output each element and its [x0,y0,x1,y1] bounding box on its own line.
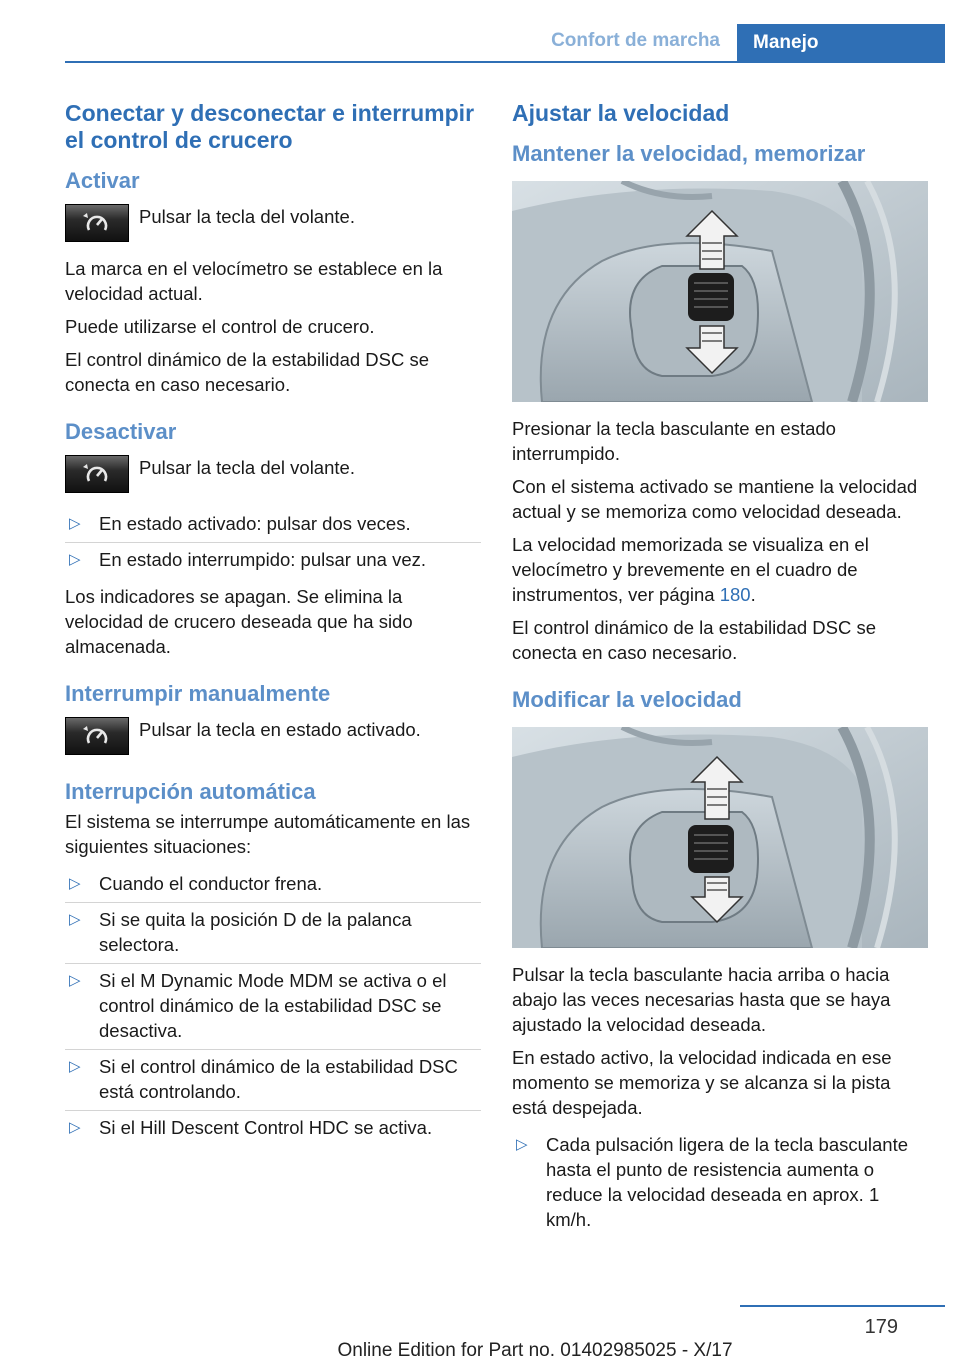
paragraph [512,532,928,607]
cruise-control-key-icon [65,455,129,493]
list-item [65,867,481,903]
key-text-desactivar: Pulsar la tecla del volante. [139,457,355,478]
section-tab[interactable]: Confort de marcha [551,30,720,51]
section-title-conectar: Conectar y desconectar e interrumpir el control de crucero [65,100,475,153]
page-link[interactable]: 180 [719,584,751,605]
edition-footer: Online Edition for Part no. 01402985025 - X/17 [337,1340,733,1361]
list-item [65,1111,481,1146]
list-item-text: Si se quita la posición D de la palanca selectora. [99,909,412,955]
triangle-right-icon: ▷ [69,1119,81,1136]
key-text-activar: Pulsar la tecla del volante. [139,206,355,227]
triangle-right-icon: ▷ [516,1136,528,1153]
paragraph: Pulsar la tecla basculante hacia arriba o hacia abajo las veces necesarias hasta que se haya ajustado la velocidad deseada. [512,964,891,1035]
page-header [0,24,960,62]
key-row-manual [65,717,481,755]
heading-interrumpir-manual: Interrumpir manualmente [65,681,331,706]
list-item-text: Cada pulsación ligera de la tecla basculante hasta el punto de resistencia aumenta o reduce la velocidad deseada en aprox. 1 km/h. [546,1134,909,1230]
cruise-control-key-icon [65,717,129,755]
key-text-manual: Pulsar la tecla en estado activado. [139,719,421,740]
list-item [65,1050,481,1111]
triangle-right-icon: ▷ [69,972,81,989]
steering-wheel-rocker-illustration [512,727,928,948]
page-number: 179 [864,1316,898,1338]
paragraph: Los indicadores se apagan. Se elimina la velocidad de crucero deseada que ha sido almacenada. [65,586,413,657]
list-item-text: Cuando el conductor frena. [99,873,323,894]
paragraph: El sistema se interrumpe automáticamente en las siguientes situaciones: [65,811,471,857]
header-rule [65,61,945,63]
text: La velocidad memorizada se visualiza en el velocímetro y brevemente en el cuadro de instrumentos, ver página [512,534,869,605]
triangle-right-icon: ▷ [69,515,81,532]
heading-modificar: Modificar la velocidad [512,687,742,712]
heading-interrupcion-automatica: Interrupción automática [65,779,316,804]
bullet-list-automatica [65,867,481,1146]
heading-mantener: Mantener la velocidad, memorizar [512,141,866,166]
text: . [750,584,756,605]
chapter-tab[interactable] [737,24,945,61]
list-item-text: Si el M Dynamic Mode MDM se activa o el control dinámico de la estabilidad DSC se desactiva. [99,970,447,1041]
paragraph: La marca en el velocímetro se establece en la velocidad actual. [65,258,443,304]
paragraph: Con el sistema activado se mantiene la velocidad actual y se memoriza como velocidad deseada. [512,476,918,522]
bullet-list-modificar [512,1128,928,1238]
triangle-right-icon: ▷ [69,551,81,568]
section-title-ajustar: Ajustar la velocidad [512,100,730,126]
key-row-activar [65,204,481,242]
footer-rule [740,1305,945,1307]
key-row-desactivar [65,455,481,493]
chapter-tab-label: Manejo [753,31,819,53]
list-item [65,543,481,578]
list-item-text: En estado activado: pulsar dos veces. [99,513,411,534]
list-item [65,903,481,964]
steering-wheel-rocker-illustration [512,181,928,402]
bullet-list-desactivar [65,507,481,578]
triangle-right-icon: ▷ [69,1058,81,1075]
heading-activar: Activar [65,168,140,193]
list-item-text: Si el control dinámico de la estabilidad DSC está controlando. [99,1056,458,1102]
cruise-control-key-icon [65,204,129,242]
triangle-right-icon: ▷ [69,875,81,892]
triangle-right-icon: ▷ [69,911,81,928]
paragraph: Presionar la tecla basculante en estado interrumpido. [512,418,836,464]
list-item-text: Si el Hill Descent Control HDC se activa. [99,1117,433,1138]
paragraph: En estado activo, la velocidad indicada en ese momento se memoriza y se alcanza si la pista está despejada. [512,1047,892,1118]
right-column [512,100,928,1244]
list-item [65,507,481,543]
left-column [65,100,481,1152]
list-item [512,1128,928,1238]
list-item-text: En estado interrumpido: pulsar una vez. [99,549,427,570]
paragraph: El control dinámico de la estabilidad DSC se conecta en caso necesario. [65,349,430,395]
list-item [65,964,481,1050]
paragraph: Puede utilizarse el control de crucero. [65,316,375,337]
paragraph: El control dinámico de la estabilidad DSC se conecta en caso necesario. [512,617,877,663]
heading-desactivar: Desactivar [65,419,177,444]
